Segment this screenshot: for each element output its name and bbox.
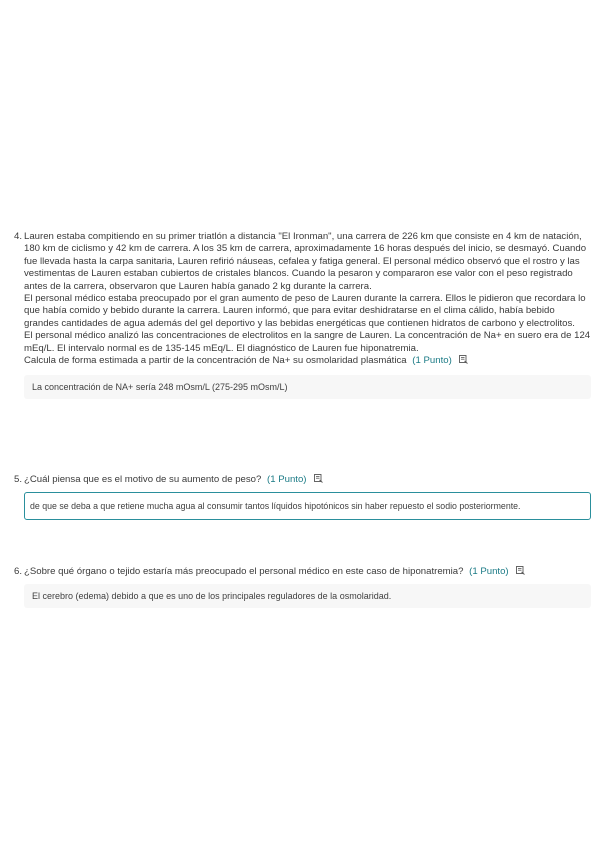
question-4-text xyxy=(14,231,591,367)
question-number: 5. xyxy=(14,474,23,485)
answer-box[interactable] xyxy=(24,375,591,399)
question-paragraph: El personal médico analizó las concentraciones de electrolitos en la sangre de Lauren. La concentración de Na+ en suero era de 124 mEq/L. El intervalo normal es de 135-145 mEq/L. El diagnóstico de Lauren fue hiponatremia. xyxy=(24,330,591,354)
question-6 xyxy=(14,566,591,608)
answer-text: El cerebro (edema) debido a que es uno de los principales reguladores de la osmolaridad. xyxy=(32,591,392,602)
answer-box-active[interactable] xyxy=(24,492,591,520)
immersive-reader-icon[interactable] xyxy=(459,355,468,364)
answer-text: de que se deba a que retiene mucha agua al consumir tantos líquidos hipotónicos sin haber repuesto el sodio posteriormente. xyxy=(30,501,521,512)
question-prompt-line xyxy=(24,355,591,367)
question-prompt-line xyxy=(24,566,591,578)
question-paragraph: El personal médico estaba preocupado por el gran aumento de peso de Lauren durante la carrera. Ellos le pidieron que recordara lo que había comido y bebido durante la carrera. Lauren informó, que para evitar deshidratarse en el clima cálido, había bebido grandes cantidades de agua además del gel deportivo y las bebidas energéticas que contienen hidratos de carbono y electrolitos. xyxy=(24,293,586,329)
question-prompt-line xyxy=(24,474,591,486)
question-paragraph: Lauren estaba compitiendo en su primer triatlón a distancia "El Ironman", una carrera de 226 km que consiste en 4 km de natación, 180 km de ciclismo y 42 km de carrera. A los 35 km de carrera, aproximadamente 16 horas después del inicio, se desmayó. Cuando fue llevada hasta la carpa sanitaria, Lauren refirió náuseas, cefalea y fatiga general. El personal médico observó que el rostro y las vestimentas de Lauren estaban cubiertos de cristales blancos. Cuando la pesaron y compararon ese valor con el peso registrado antes de la carrera, observaron que Lauren había ganado 2 kg durante la carrera. xyxy=(24,231,587,292)
question-6-text xyxy=(14,566,591,578)
points-label: (1 Punto) xyxy=(469,566,509,577)
points-label: (1 Punto) xyxy=(267,474,307,485)
points-label: (1 Punto) xyxy=(412,355,452,367)
question-number: 4. xyxy=(14,231,23,242)
question-4 xyxy=(14,231,591,399)
question-5 xyxy=(14,474,591,520)
question-prompt: ¿Sobre qué órgano o tejido estaría más preocupado el personal médico en este caso de hiponatremia? xyxy=(24,566,464,577)
question-prompt: ¿Cuál piensa que es el motivo de su aumento de peso? xyxy=(24,474,262,485)
question-5-text xyxy=(14,474,591,486)
answer-box[interactable] xyxy=(24,584,591,608)
immersive-reader-icon[interactable] xyxy=(314,474,323,483)
answer-text: La concentración de NA+ sería 248 mOsm/L (275-295 mOsm/L) xyxy=(32,382,288,393)
question-prompt: Calcula de forma estimada a partir de la concentración de Na+ su osmolaridad plasmática xyxy=(24,355,407,367)
immersive-reader-icon[interactable] xyxy=(516,566,525,575)
question-number: 6. xyxy=(14,566,23,577)
